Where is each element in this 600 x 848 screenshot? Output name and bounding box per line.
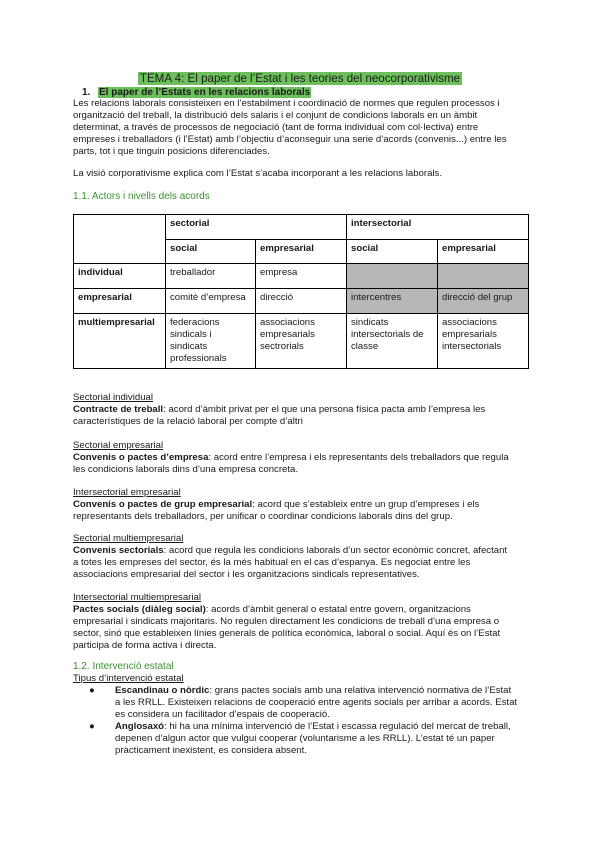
table-sub-header: empresarial [256, 239, 347, 264]
definition-heading: Sectorial individual [73, 392, 153, 403]
definition-sectorial-multiempresarial: Sectorial multiempresarial Convenis sectorials: acord que regula les condicions laborals d’un sector econòmic concret, afectant a totes les empreses del sector, és la més habitual en el cas d’espanya. Es negociat entre les associacions empresarial del sector i les organitzacions sindicals representatives. [73, 533, 533, 581]
definition-intersectorial-multiempresarial: Intersectorial multiempresarial Pactes socials (diàleg social): acords d’àmbit general o estatal entre govern, organitzacions empresarial i sindicats majoritaris. No regulen directament les condicions de treball d’una empresa o sector, sinó que estableixen línies generals de política econòmica, laboral o social. Aquí és on l’Estat participa de forma activa i directa. [73, 592, 533, 652]
table-cell-empty [347, 264, 438, 289]
definition-term: Convenis sectorials [73, 545, 164, 556]
definition-sectorial-individual: Sectorial individual Contracte de treball: acord d’àmbit privat per el que una persona física pacta amb l’empresa les característiques de la relació laboral per compte d’altri [73, 392, 533, 428]
bullet-term: Anglosaxó [115, 721, 165, 732]
definition-intersectorial-empresarial: Intersectorial empresarial Convenis o pactes de grup empresarial: acord que s’estableix entre un grup d’empreses i els representants dels treballadors, per unificar o coordinar condicions laborals dins del grup. [73, 487, 533, 523]
definition-term: Pactes socials (diàleg social) [73, 604, 206, 615]
table-cell: empresa [256, 264, 347, 289]
table-corner-cell [74, 215, 166, 264]
table-row [74, 289, 529, 314]
section-1-1-heading: 1.1. Actors i nivells dels acords [73, 191, 210, 202]
table-cell-empty [438, 264, 529, 289]
definition-heading: Sectorial multiempresarial [73, 533, 184, 544]
table-cell: sindicats intersectorials de classe [347, 314, 438, 369]
list-item: ● Anglosaxó: hi ha una mínima intervenció de l’Estat i escassa regulació del mercat de treball, depenen d’algun actor que vulgui cooperar (voluntarisme a les RRLL). L’estat té un paper pràcticament inexistent, es considera absent. [89, 721, 511, 756]
definition-heading: Intersectorial multiempresarial [73, 592, 201, 603]
table-row-label: individual [74, 264, 166, 289]
bullet-icon: ● [89, 685, 95, 696]
table-row-label: multiempresarial [74, 314, 166, 369]
table-cell: associacions empresarials sectrorials [256, 314, 347, 369]
table-sub-header: social [347, 239, 438, 264]
corporatist-paragraph: La visió corporativisme explica com l’Estat s’acaba incorporant a les relacions laborals. [73, 168, 442, 179]
table-row [74, 314, 529, 369]
section-1-2-heading: 1.2. Intervenció estatal [73, 661, 174, 672]
bullet-term: Escandinau o nòrdic [115, 685, 210, 696]
definition-term: Convenis o pactes d’empresa [73, 452, 209, 463]
definition-sectorial-empresarial: Sectorial empresarial Convenis o pactes d’empresa: acord entre l’empresa i els representants dels treballadors que regula les condicions laborals dins d’una empresa concreta. [73, 440, 533, 476]
table-group-header: sectorial [166, 215, 347, 240]
table-cell: intercentres [347, 289, 438, 314]
definition-term: Contracte de treball [73, 404, 164, 415]
table-row [74, 264, 529, 289]
table-row [74, 215, 529, 240]
bullet-icon: ● [89, 721, 95, 732]
table-cell: federacions sindicals i sindicats professionals [166, 314, 256, 369]
intro-paragraph: Les relacions laborals consisteixen en l’estabilment i coordinació de normes que regulen processos i organització del treball, la distribució dels salaris i el conjunt de condicions laborals en un àmbit determinat, a través de processos de negociació (tant de forma individual com col·lectiva) entre empreses i treballadors (i l’Estat) amb l’objectiu d’aconseguir una serie d’acords (convenis...) entre les parts, tot i que tinguin posicions diferenciades. [73, 98, 507, 157]
table-cell: treballador [166, 264, 256, 289]
table-row-label: empresarial [74, 289, 166, 314]
intervention-list [73, 685, 533, 757]
table-sub-header: social [166, 239, 256, 264]
actors-table [73, 214, 529, 369]
section-1-heading: 1. El paper de l’Estats en les relacions laborals [82, 87, 311, 98]
list-item: ● Escandinau o nòrdic: grans pactes socials amb una relativa intervenció normativa de l’Estat a les RRLL. Existeixen relacions de cooperació entre agents socials per arribar a acords. Estat es considera un facilitador d’espais de cooperació. [89, 685, 518, 720]
table-cell: direcció del grup [438, 289, 529, 314]
section-1-2-subheading: Tipus d’intervenció estatal [73, 673, 184, 684]
table-sub-header: empresarial [438, 239, 529, 264]
table-cell: associacions empresarials intersectorials [438, 314, 529, 369]
definition-term: Convenis o pactes de grup empresarial [73, 499, 253, 510]
table-group-header: intersectorial [347, 215, 529, 240]
table-cell: comitè d’empresa [166, 289, 256, 314]
table-cell: direcció [256, 289, 347, 314]
definition-heading: Intersectorial empresarial [73, 487, 181, 498]
definition-heading: Sectorial empresarial [73, 440, 164, 451]
document-title: TEMA 4: El paper de l’Estat i les teories del neocorporativisme [139, 72, 461, 85]
